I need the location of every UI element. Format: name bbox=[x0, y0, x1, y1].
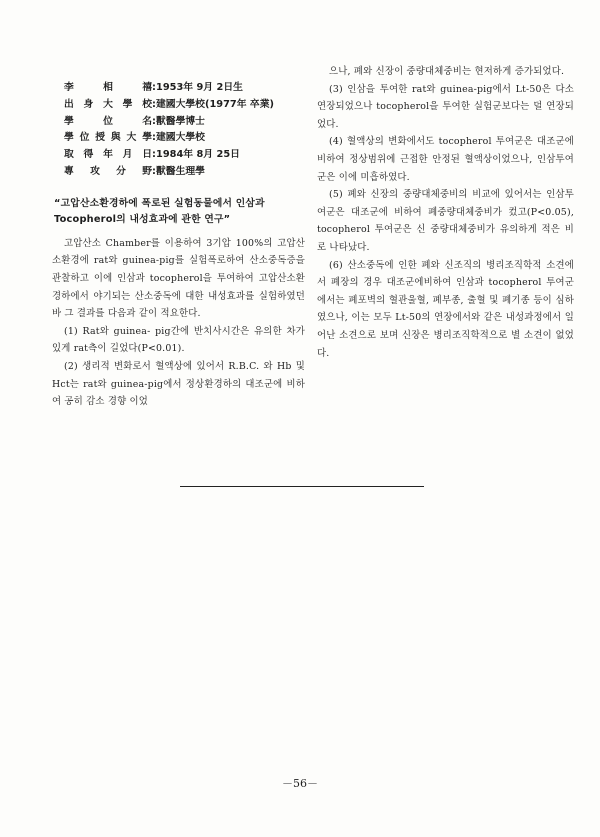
bio-label: 取得年月日 bbox=[64, 149, 152, 161]
paragraph: (3) 인삼을 투여한 rat와 guinea-pig에서 Lt-50은 다소 연장되었으나 tocopherol을 투여한 실험군보다는 덜 연장되었다. bbox=[317, 83, 574, 130]
paragraph: (4) 혈액상의 변화에서도 tocopherol 투여군은 대조군에 비하여 정상범위에 근접한 안정된 혈액상이었으나, 인삼투여군은 이에 미흡하였다. bbox=[317, 136, 574, 183]
bio-row: 出身大學校:建國大學校(1977年 卒業) bbox=[64, 97, 305, 114]
left-column bbox=[52, 80, 305, 411]
bio-label: 出身大學校 bbox=[64, 98, 152, 110]
bio-row: 李 相 禧:1953年 9月 2日生 bbox=[64, 80, 305, 97]
bio-value: 1984年 8月 25日 bbox=[156, 149, 240, 161]
section-divider bbox=[180, 486, 424, 487]
bio-label: 學位授與大學 bbox=[64, 132, 152, 144]
right-column bbox=[317, 63, 574, 362]
thesis-title: “고압산소환경하에 폭로된 실험동물에서 인삼과 Tocopherol의 내성효과에 관한 연구” bbox=[54, 197, 265, 226]
paragraph: (6) 산소중독에 인한 폐와 신조직의 병리조직학적 소견에서 폐장의 경우 대조군에비하여 인삼과 tocopherol 투여군에서는 폐포벽의 혈관울혈, 폐부종, 출혈 및 폐기종 등이 심하였으나, 이는 모두 Lt-50의 연장에서와 같은 내성과정에서 일어난 소견으로 보며 신장은 병리조직학적으로 별 소견이 없었다. bbox=[317, 259, 574, 359]
bio-label: 李 相 禧 bbox=[64, 82, 152, 93]
bio-row: 專 攻 分 野:獸醫生理學 bbox=[64, 164, 305, 181]
paragraph: 으나, 폐와 신장이 중량대체중비는 현저하게 증가되었다. bbox=[329, 66, 565, 77]
bio-row: 學位授與大學:建國大學校 bbox=[64, 130, 305, 147]
bio-value: 獸醫學博士 bbox=[156, 115, 205, 127]
paragraph: 고압산소 Chamber를 이용하여 3기압 100%의 고압산소환경에 rat와 guinea-pig를 실험폭로하여 산소중독증을 관찰하고 이에 인삼과 tocopherol을 투여하여 고압산소환경하에서 야기되는 산소중독에 대한 내성효과를 실험하였던 바 그 결과를 다음과 같이 적요한다. bbox=[52, 237, 305, 320]
paragraph: (2) 생리적 변화로서 혈액상에 있어서 R.B.C. 와 Hb 및 Hct는 rat와 guinea-pig에서 정상환경하의 대조군에 비하여 공히 감소 경향 이었 bbox=[52, 360, 305, 408]
bio-row: 學 位 名:獸醫學博士 bbox=[64, 114, 305, 131]
bio-row: 取得年月日:1984年 8月 25日 bbox=[64, 147, 305, 164]
bio-label: 學 位 名 bbox=[64, 115, 152, 127]
page-number: －56－ bbox=[282, 777, 318, 790]
bio-value: 1953年 9月 2日生 bbox=[156, 82, 243, 93]
bio-value: 建國大學校(1977年 卒業) bbox=[156, 98, 275, 110]
bio-label: 專 攻 分 野 bbox=[64, 165, 152, 177]
bio-value: 建國大學校 bbox=[156, 132, 205, 144]
paragraph: (1) Rat와 guinea- pig간에 반치사시간은 유의한 차가 있게 rat측이 길었다(P<0.01). bbox=[52, 325, 305, 355]
paragraph: (5) 폐와 신장의 중량대체중비의 비교에 있어서는 인삼투여군은 대조군에 비하여 폐중량대체중비가 컸고(P<0.05), tocopherol 투여군은 신 중량대체중비가 유의하게 적은 비로 나타났다. bbox=[317, 189, 574, 253]
bio-value: 獸醫生理學 bbox=[156, 165, 205, 177]
biography-block bbox=[64, 80, 305, 181]
